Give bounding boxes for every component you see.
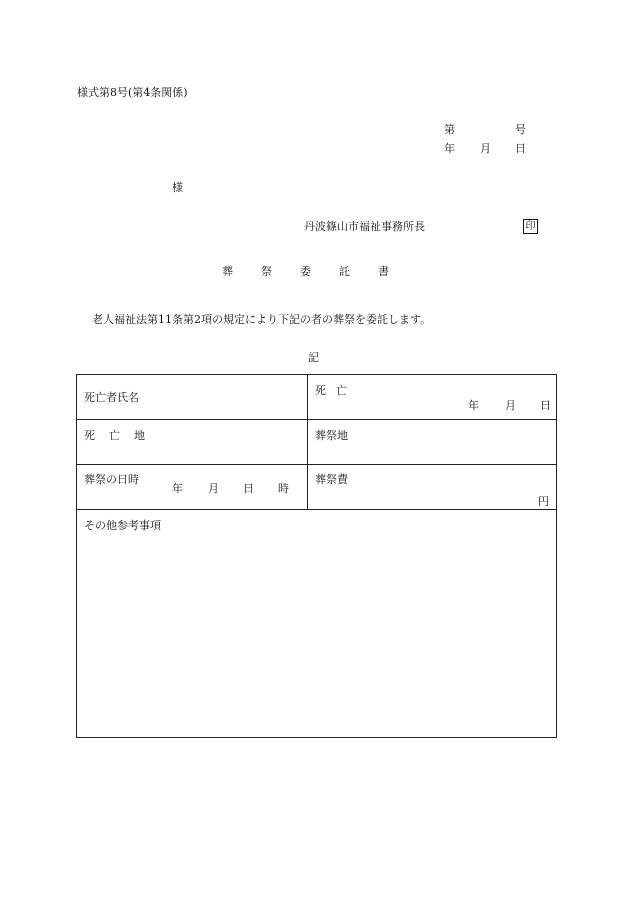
issuer-name: 丹波篠山市福祉事務所長 <box>304 220 425 233</box>
death-place-char: 死 <box>84 429 95 442</box>
table-row-divider <box>77 419 556 420</box>
funeral-datetime-hour: 時 <box>278 482 289 495</box>
death-place-char: 亡 <box>109 429 120 442</box>
addressee-suffix: 様 <box>172 181 183 194</box>
issue-date-year: 年 <box>444 142 455 155</box>
title-char: 書 <box>378 265 389 278</box>
document-number-suffix: 号 <box>515 123 526 136</box>
table-col-divider <box>307 375 308 509</box>
table-row-divider <box>77 509 556 510</box>
table-row-divider <box>77 464 556 465</box>
issue-date-day: 日 <box>515 142 526 155</box>
death-place-label <box>84 430 145 441</box>
document-title <box>222 266 389 277</box>
death-date-year: 年 <box>468 399 479 412</box>
death-label <box>315 385 347 396</box>
issue-date-month: 月 <box>480 142 491 155</box>
funeral-datetime-month: 月 <box>208 482 219 495</box>
title-char: 委 <box>300 265 311 278</box>
funeral-cost-label: 葬祭費 <box>315 473 348 486</box>
deceased-name-label: 死亡者氏名 <box>84 391 139 404</box>
other-notes-label: その他参考事項 <box>84 519 161 532</box>
document-number-prefix: 第 <box>444 123 455 136</box>
funeral-datetime-year: 年 <box>172 482 183 495</box>
death-place-char: 地 <box>134 429 145 442</box>
seal-text: 印 <box>525 220 536 232</box>
form-number: 様式第8号(第4条関係) <box>77 86 188 99</box>
funeral-datetime-day: 日 <box>243 482 254 495</box>
death-date-day: 日 <box>540 399 551 412</box>
funeral-cost-unit: 円 <box>538 495 549 508</box>
death-date-month: 月 <box>505 399 516 412</box>
seal-box <box>523 219 538 234</box>
ki-heading: 記 <box>308 351 319 364</box>
intro-text: 老人福祉法第11条第2項の規定により下記の者の葬祭を委託します。 <box>92 313 432 326</box>
death-label-char: 亡 <box>336 384 347 397</box>
title-char: 葬 <box>222 265 233 278</box>
details-table <box>76 374 557 738</box>
death-label-char: 死 <box>315 384 326 397</box>
funeral-datetime-label: 葬祭の日時 <box>84 473 139 486</box>
funeral-place-label: 葬祭地 <box>315 429 348 442</box>
title-char: 祭 <box>261 265 272 278</box>
title-char: 託 <box>339 265 350 278</box>
